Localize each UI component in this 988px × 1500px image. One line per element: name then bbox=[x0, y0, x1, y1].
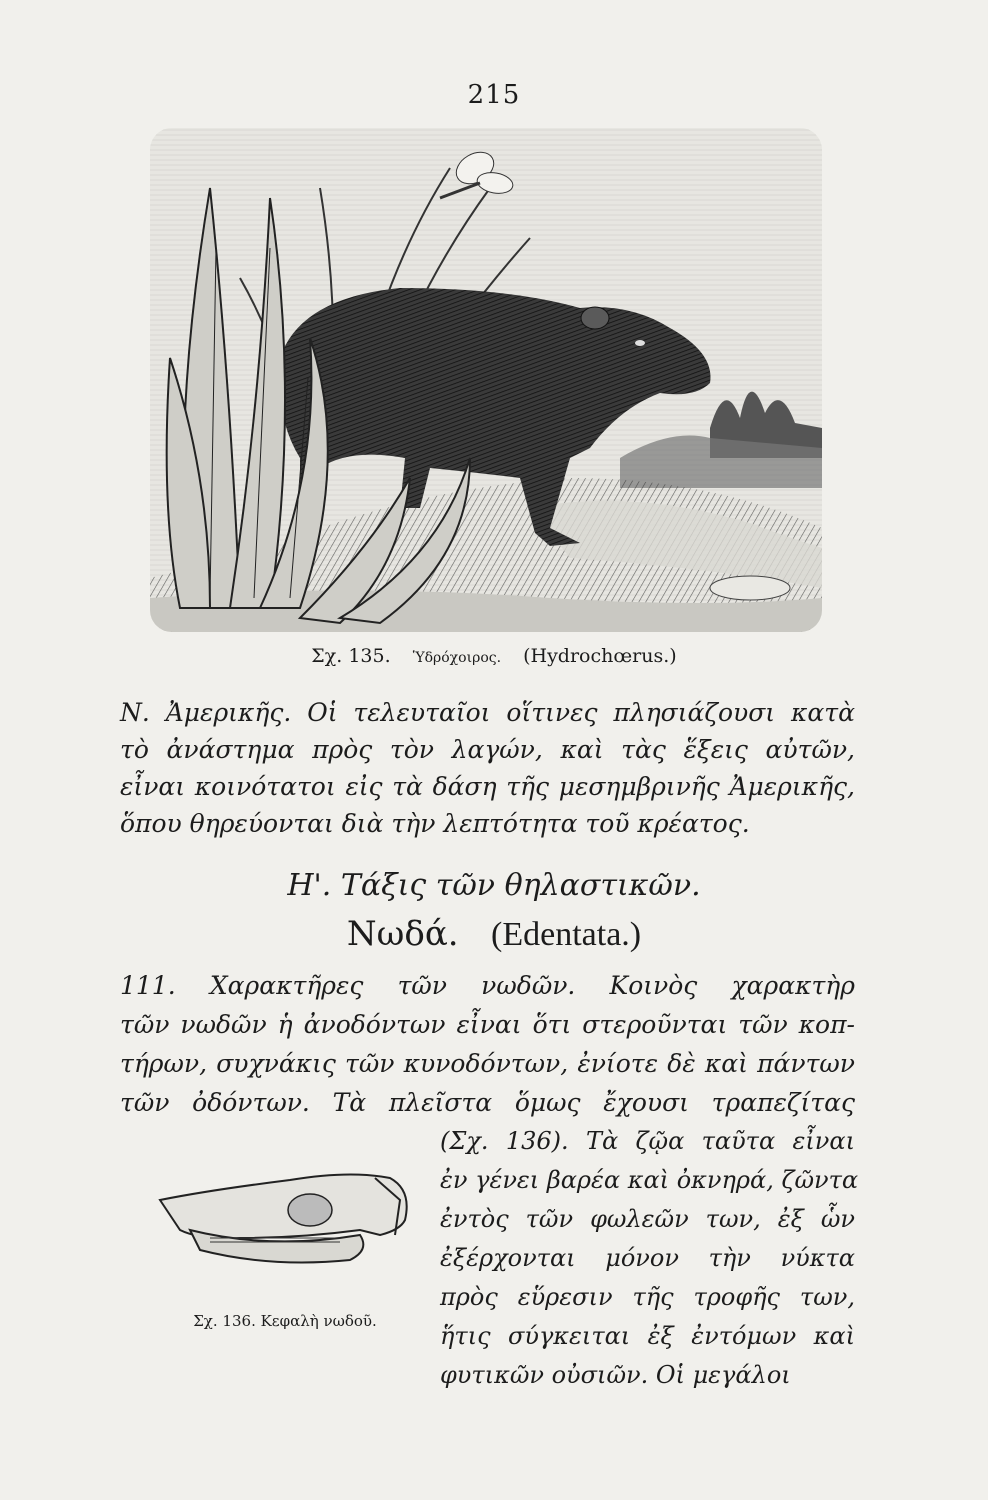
group-heading-greek: Νωδά. bbox=[346, 914, 459, 954]
paragraph-line: ὅπου θηρεύονται διὰ τὴν λεπτότητα τοῦ κρέατος. bbox=[120, 809, 750, 838]
paragraph-line: Ν. Ἀμερικῆς. Οἱ τελευταῖοι οἵτινες πλησιάζουσι κατὰ bbox=[120, 698, 855, 727]
wrapped-line: ἐξέρχονται μόνον τὴν νύκτα bbox=[440, 1244, 855, 1272]
wrapped-line: πρὸς εὕρεσιν τῆς τροφῆς των, bbox=[440, 1283, 855, 1311]
section-line: τῶν ὀδόντων. Τὰ πλεῖστα ὅμως ἔχουσι τραπεζίτας bbox=[120, 1088, 855, 1117]
wrapped-text bbox=[440, 1122, 859, 1395]
wrapped-line: ἐντὸς τῶν φωλεῶν των, ἐξ ὧν bbox=[440, 1205, 855, 1233]
figure-135-latin-name: (Hydrochœrus.) bbox=[523, 645, 677, 667]
page-number: 215 bbox=[467, 80, 521, 110]
section-line: τήρων, συχνάκις τῶν κυνοδόντων, ἐνίοτε δὲ καὶ πάντων bbox=[120, 1049, 855, 1078]
group-heading-latin: (Edentata.) bbox=[491, 916, 642, 953]
paragraph-line: τὸ ἀνάστημα πρὸς τὸν λαγών, καὶ τὰς ἕξεις αὐτῶν, bbox=[120, 735, 855, 764]
figure-136-caption: Σχ. 136. Κεφαλὴ νωδοῦ. bbox=[193, 1312, 377, 1330]
wrapped-line: φυτικῶν οὐσιῶν. Οἱ μεγάλοι bbox=[440, 1361, 791, 1389]
section-line: 111. Χαρακτῆρες τῶν νωδῶν. Κοινὸς χαρακτὴρ bbox=[120, 971, 855, 1000]
figure-135-caption bbox=[0, 645, 988, 667]
section-line: τῶν νωδῶν ἡ ἀνοδόντων εἶναι ὅτι στεροῦνται τῶν κοπ- bbox=[120, 1010, 855, 1039]
group-heading bbox=[0, 914, 988, 954]
wrapped-line: (Σχ. 136). Τὰ ζῷα ταῦτα εἶναι bbox=[440, 1127, 855, 1155]
wrapped-line: ἐν γένει βαρέα καὶ ὀκνηρά, ζῶντα bbox=[440, 1166, 859, 1194]
capybara-illustration bbox=[150, 128, 822, 632]
paragraph bbox=[120, 694, 855, 842]
skull-illustration bbox=[150, 1160, 420, 1270]
paragraph-line: εἶναι κοινότατοι εἰς τὰ δάση τῆς μεσημβρινῆς Ἀμερικῆς, bbox=[120, 772, 855, 801]
figure-135-label: Σχ. 135. bbox=[311, 645, 391, 667]
order-heading: Η'. Τάξις τῶν θηλαστικῶν. bbox=[287, 868, 701, 903]
figure-135-greek-name: Ὑδρόχοιρος. bbox=[412, 650, 502, 666]
wrapped-line: ἥτις σύγκειται ἐξ ἐντόμων καὶ bbox=[440, 1322, 855, 1350]
section-111 bbox=[120, 966, 855, 1122]
